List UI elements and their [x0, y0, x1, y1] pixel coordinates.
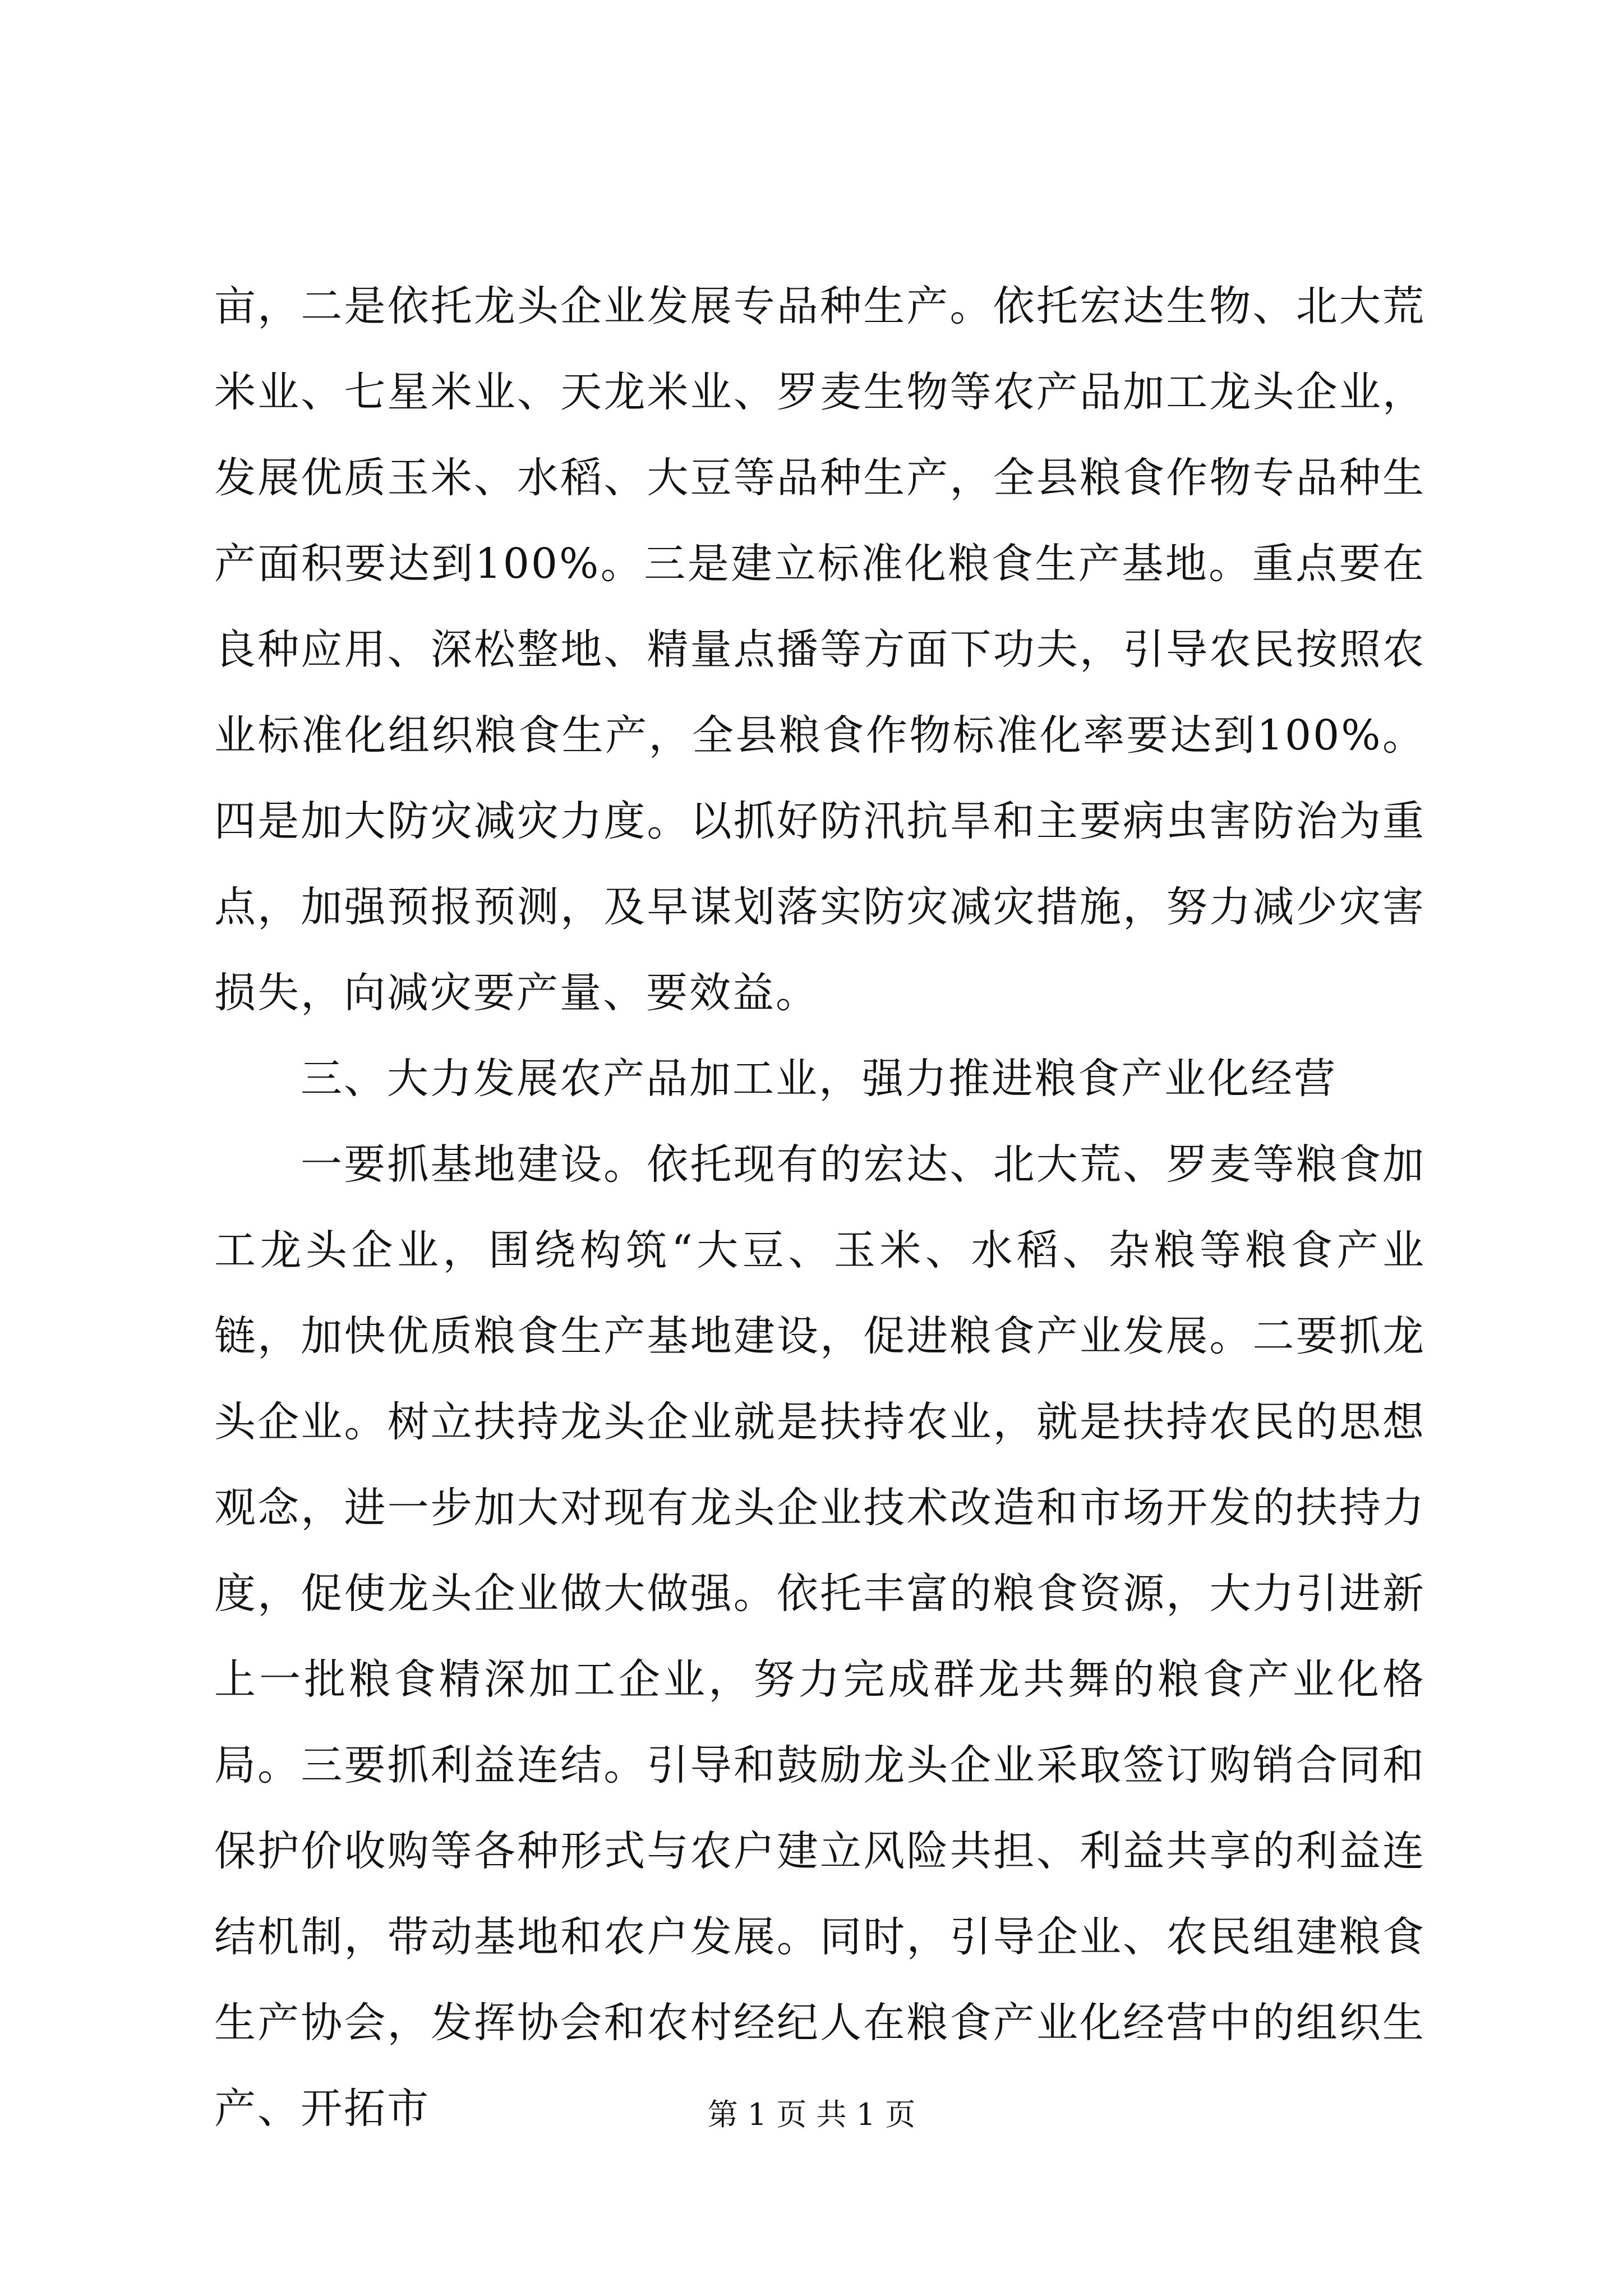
body-paragraph-continuation: 亩，二是依托龙头企业发展专品种生产。依托宏达生物、北大荒米业、七星米业、天龙米业、罗麦生物等农产品加工龙头企业，发展优质玉米、水稻、大豆等品种生产，全县粮食作物专品种生产面积要达到100%。三是建立标准化粮食生产基地。重点要在良种应用、深松整地、精量点播等方面下功夫，引导农民按照农业标准化组织粮食生产，全县粮食作物标准化率要达到100%。四是加大防灾减灾力度。以抓好防汛抗旱和主要病虫害防治为重点，加强预报预测，及早谋划落实防灾减灾措施，努力减少灾害损失，向减灾要产量、要效益。	[214, 282, 1426, 1017]
body-paragraph: 一要抓基地建设。依托现有的宏达、北大荒、罗麦等粮食加工龙头企业，围绕构筑“大豆、玉米、水稻、杂粮等粮食产业链，加快优质粮食生产基地建设，促进粮食产业发展。二要抓龙头企业。树立扶持龙头企业就是扶持农业，就是扶持农民的思想观念，进一步加大对现有龙头企业技术改造和市场开发的扶持力度，促使龙头企业做大做强。依托丰富的粮食资源，大力引进新上一批粮食精深加工企业，努力完成群龙共舞的粮食产业化格局。三要抓利益连结。引导和鼓励龙头企业采取签订购销合同和保护价收购等各种形式与农户建立风险共担、利益共享的利益连结机制，带动基地和农户发展。同时，引导企业、农民组建粮食生产协会，发挥协会和农村经纪人在粮食产业化经营中的组织生产、开拓市	[214, 1140, 1426, 2133]
document-body	[214, 264, 1426, 2152]
section-heading: 三、大力发展农产品加工业，强力推进粮食产业化经营	[301, 1055, 1337, 1103]
page-footer: 第 1 页 共 1 页	[707, 2097, 916, 2132]
